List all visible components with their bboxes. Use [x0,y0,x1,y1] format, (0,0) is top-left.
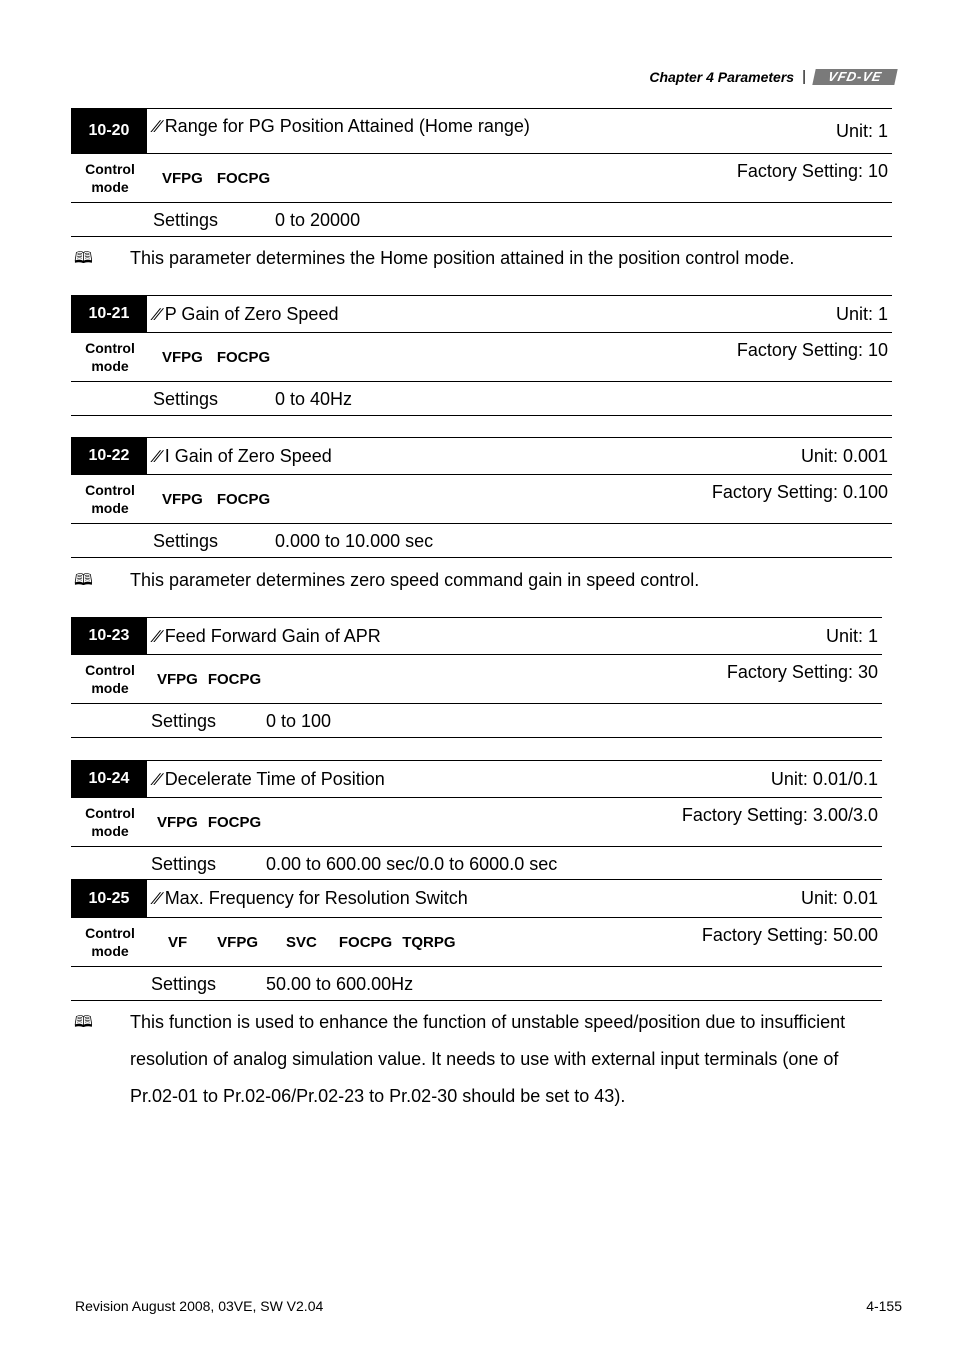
mode: FOCPG [216,491,271,508]
settings-label: Settings [151,974,217,994]
param-settings-row [71,847,882,880]
mode: VFPG [162,170,203,187]
mode: VFPG [217,934,259,951]
param-control-row [71,798,882,847]
vfd-ve-logo: VFD-VE [812,69,897,85]
pen-icon: ∕∕ [155,117,161,136]
control-mode-label: Control mode [85,925,135,959]
param-code: 10-24 [71,761,147,797]
control-mode-label: Control mode [85,340,135,374]
control-mode-label: Control mode [85,662,135,696]
param-settings-row [71,704,882,738]
settings-value: 0 to 100 [266,711,332,731]
note-10-25 [74,1004,874,1115]
param-settings-row [71,524,892,558]
footer-revision: Revision August 2008, 03VE, SW V2.04 [75,1298,324,1314]
param-header-row [71,617,882,655]
param-title: ∕∕ I Gain of Zero Speed [155,446,332,466]
mode: VF [168,934,188,951]
param-control-row [71,333,892,382]
pen-icon: ∕∕ [155,770,161,789]
param-10-25 [71,879,882,1001]
settings-value: 0 to 40Hz [275,389,353,409]
mode: SVC [286,934,317,951]
note-10-20 [74,240,874,277]
param-settings-row [71,382,892,416]
control-modes [168,934,470,951]
factory-setting: Factory Setting: 10 [736,161,888,181]
pen-icon: ∕∕ [155,305,161,324]
settings-label: Settings [153,531,219,551]
factory-setting: Factory Setting: 50.00 [701,925,878,945]
factory-setting: Factory Setting: 0.100 [711,482,888,502]
pen-icon: ∕∕ [155,447,161,466]
mode: VFPG [162,491,203,508]
factory-setting: Factory Setting: 10 [736,340,888,360]
param-title: ∕∕ Feed Forward Gain of APR [155,626,381,646]
control-mode-label: Control mode [85,161,135,195]
param-unit: Unit: 0.01 [800,888,878,908]
settings-label: Settings [153,210,219,230]
param-title: ∕∕ Decelerate Time of Position [155,769,385,789]
book-icon: 🕮 [74,250,93,267]
param-code: 10-25 [71,880,147,917]
param-unit: Unit: 1 [825,626,878,646]
param-10-20 [71,108,892,237]
mode: FOCPG [338,934,393,951]
param-settings-row [71,203,892,237]
control-mode-label: Control mode [85,482,135,516]
param-10-24 [71,760,882,880]
mode: VFPG [162,349,203,366]
settings-label: Settings [153,389,219,409]
param-code: 10-23 [71,618,147,654]
factory-setting: Factory Setting: 3.00/3.0 [681,805,878,825]
settings-value: 0.00 to 600.00 sec/0.0 to 6000.0 sec [266,854,558,874]
settings-label: Settings [151,854,217,874]
param-unit: Unit: 0.01/0.1 [770,769,878,789]
note-text: This parameter determines zero speed command gain in speed control. [130,570,700,590]
settings-value: 50.00 to 600.00Hz [266,974,414,994]
mode: FOCPG [216,170,271,187]
book-icon: 🕮 [74,1014,93,1031]
page-header [649,68,896,85]
param-header-row [71,108,892,154]
mode: FOCPG [207,814,262,831]
param-unit: Unit: 1 [835,121,888,141]
param-10-23 [71,617,882,738]
settings-label: Settings [151,711,217,731]
param-10-22 [71,437,892,558]
param-settings-row [71,967,882,1001]
pen-icon: ∕∕ [155,627,161,646]
param-code: 10-20 [71,109,147,153]
note-text: This parameter determines the Home position attained in the position control mode. [130,248,795,268]
param-unit: Unit: 1 [835,304,888,324]
factory-setting: Factory Setting: 30 [726,662,878,682]
param-header-row [71,760,882,798]
param-control-row [71,154,892,203]
param-header-row [71,879,882,918]
settings-value: 0 to 20000 [275,210,361,230]
control-modes [162,349,284,366]
mode: FOCPG [216,349,271,366]
pen-icon: ∕∕ [155,889,161,908]
note-text: This function is used to enhance the function of unstable speed/position due to insufficient resolution of analog simulation value. It needs to use with external input terminals (one of Pr.02-01 to Pr.02-06/Pr.02-23 to Pr.02-30 should be set to 43). [130,1012,846,1106]
control-modes [157,671,275,688]
mode: TQRPG [402,934,456,951]
mode: FOCPG [207,671,262,688]
param-control-row [71,655,882,704]
param-title: ∕∕ P Gain of Zero Speed [155,304,339,324]
param-10-21 [71,295,892,416]
param-control-row [71,475,892,524]
param-unit: Unit: 0.001 [800,446,888,466]
control-mode-label: Control mode [85,805,135,839]
note-10-22 [74,562,874,599]
mode: VFPG [157,671,198,688]
chapter-title: Chapter 4 Parameters [649,68,795,85]
param-header-row [71,295,892,333]
param-control-row [71,918,882,967]
header-separator: | [802,68,806,85]
param-header-row [71,437,892,475]
control-modes [157,814,275,831]
settings-value: 0.000 to 10.000 sec [275,531,434,551]
control-modes [162,170,284,187]
param-code: 10-22 [71,438,147,474]
param-code: 10-21 [71,296,147,332]
page-number: 4-155 [866,1298,902,1314]
control-modes [162,491,284,508]
book-icon: 🕮 [74,572,93,589]
param-title: ∕∕ Range for PG Position Attained (Home range) [155,116,530,136]
param-title: ∕∕ Max. Frequency for Resolution Switch [155,888,468,908]
mode: VFPG [157,814,198,831]
